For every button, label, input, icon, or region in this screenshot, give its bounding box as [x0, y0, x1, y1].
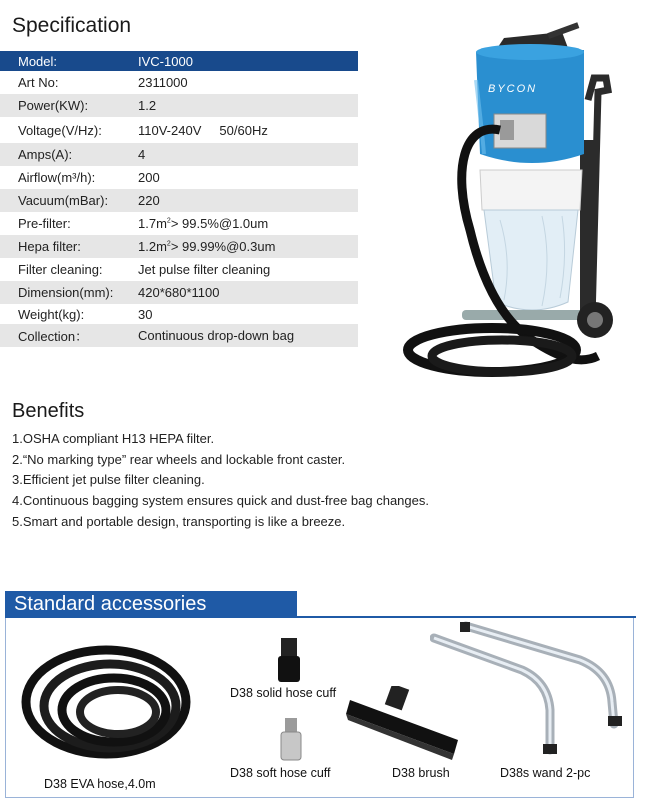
dust-extractor-image: [392, 20, 654, 390]
accessory-label-soft-cuff: D38 soft hose cuff: [230, 766, 331, 780]
soft-hose-cuff-image: [276, 718, 306, 762]
spec-row-pre-filter: [0, 212, 358, 235]
spec-label: Hepa filter:: [18, 239, 81, 254]
accessories-banner: Standard accessories: [5, 591, 297, 618]
spec-row-hepa-filter: [0, 235, 358, 258]
specification-table: [0, 51, 358, 347]
eva-hose-image: [18, 640, 198, 770]
spec-label: Amps(A):: [18, 147, 73, 162]
accessory-label-solid-cuff: D38 solid hose cuff: [230, 686, 337, 700]
spec-label: Art No:: [18, 75, 59, 90]
benefit-item: 3.Efficient jet pulse filter cleaning.: [12, 472, 205, 487]
spec-row-voltage: [0, 117, 358, 143]
spec-value-efficiency: > 99.99%@0.3um: [170, 239, 276, 254]
specification-title: Specification: [12, 14, 132, 37]
spec-row-model: [0, 51, 358, 71]
spec-value: 2311000: [138, 75, 188, 90]
spec-label: Voltage(V/Hz):: [18, 122, 102, 138]
spec-row-dimension: [0, 281, 358, 304]
filter-section: [480, 170, 582, 210]
benefits-title: Benefits: [12, 400, 85, 422]
spec-value: 220: [138, 193, 160, 208]
spec-value-efficiency: > 99.5%@1.0um: [170, 216, 269, 231]
spec-value: 110V-240V 50/60Hz: [138, 122, 268, 138]
spec-row-weight: [0, 304, 358, 324]
accessory-label-hose: D38 EVA hose,4.0m: [44, 777, 156, 791]
solid-hose-cuff-image: [272, 638, 306, 684]
tank-rim: [476, 44, 584, 60]
spec-label: Filter cleaning:: [18, 262, 103, 277]
spec-value: [138, 216, 268, 231]
accessory-label-brush: D38 brush: [392, 766, 450, 780]
spec-row-power: [0, 94, 358, 117]
spec-row-amps: [0, 143, 358, 166]
spec-label: Collection：: [18, 329, 89, 344]
benefit-item: 2.“No marking type” rear wheels and lockable front caster.: [12, 452, 346, 467]
spec-value: 420*680*1100: [138, 285, 220, 300]
accessory-label-wand: D38s wand 2-pc: [500, 766, 591, 780]
spec-value: Jet pulse filter cleaning: [138, 262, 271, 277]
spec-row-art-no: [0, 71, 358, 94]
spec-label: Power(KW):: [18, 98, 89, 113]
spec-label: Model:: [18, 53, 58, 69]
spec-row-vacuum: [0, 189, 358, 212]
benefit-item: 5.Smart and portable design, transporting is like a breeze.: [12, 514, 346, 529]
spec-value: 200: [138, 170, 160, 185]
spec-row-filter-cleaning: [0, 258, 358, 281]
frame-post: [580, 140, 596, 330]
spec-value: 4: [138, 147, 146, 162]
spec-value: IVC-1000: [138, 53, 193, 69]
spec-label: Vacuum(mBar):: [18, 193, 109, 208]
spec-value: 30: [138, 306, 153, 322]
spec-label: Weight(kg):: [18, 306, 85, 322]
benefit-item: 1.OSHA compliant H13 HEPA filter.: [12, 431, 215, 446]
spec-value: Continuous drop-down bag: [138, 328, 295, 343]
spec-row-collection: [0, 324, 358, 347]
spec-value-area: 1.7m: [138, 216, 167, 231]
spec-value: 1.2: [138, 98, 157, 113]
spec-row-airflow: [0, 166, 358, 189]
product-logo: BYCON: [488, 83, 538, 95]
benefit-item: 4.Continuous bagging system ensures quick and dust-free bag changes.: [12, 493, 429, 508]
spec-value: [138, 239, 275, 254]
spec-label: Dimension(mm):: [18, 285, 114, 300]
spec-label: Pre-filter:: [18, 216, 71, 231]
spec-label: Airflow(m³/h):: [18, 170, 96, 185]
spec-value-exponent: 2: [166, 240, 171, 248]
valve-knob: [500, 120, 514, 140]
wheel-hub: [587, 312, 603, 328]
spec-value-exponent: 2: [166, 217, 171, 225]
wand-image: [430, 620, 626, 760]
spec-value-area: 1.2m: [138, 239, 167, 254]
